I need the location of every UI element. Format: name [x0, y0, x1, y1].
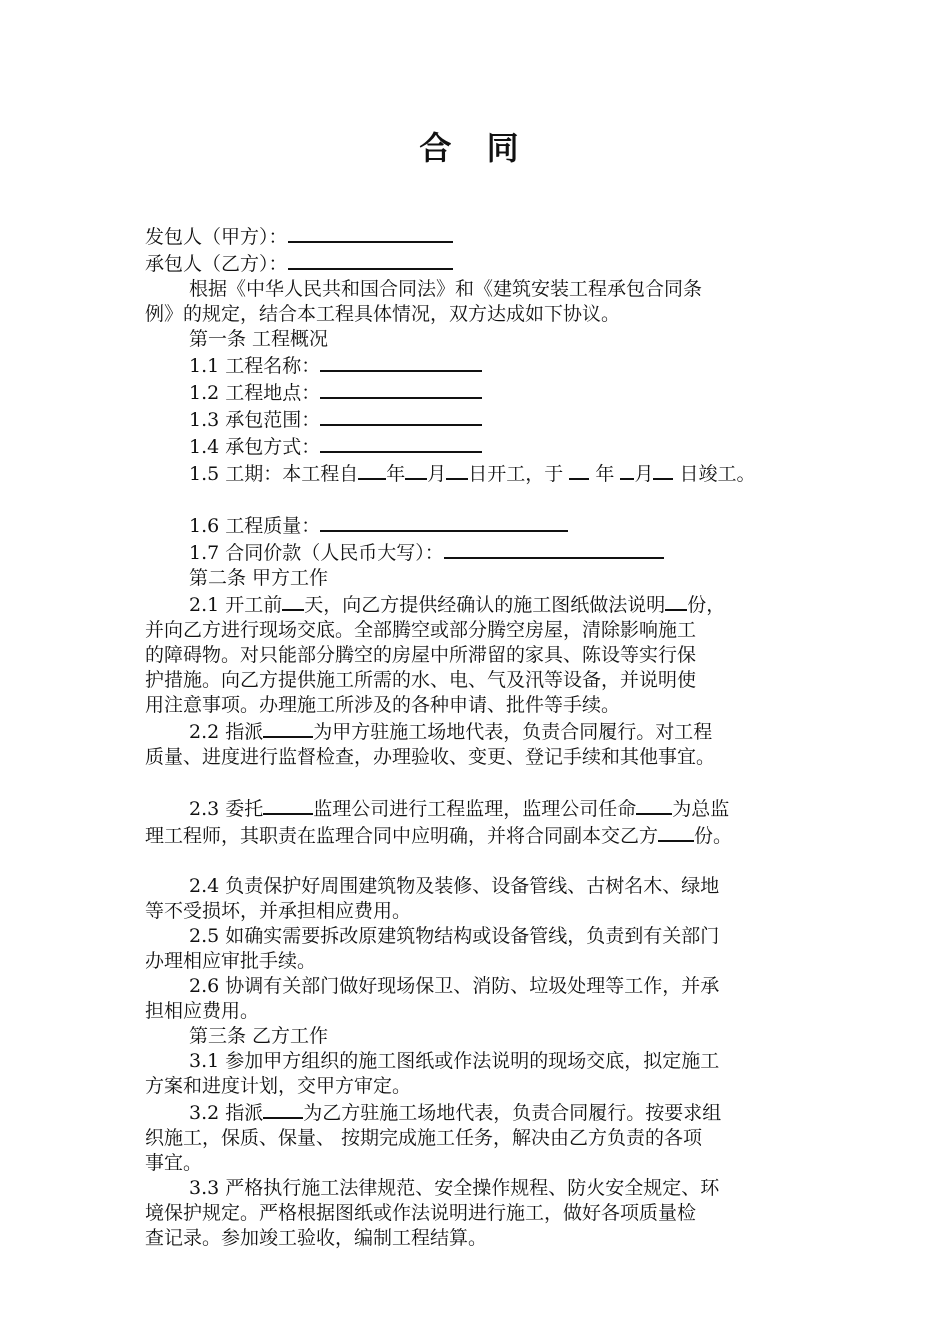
party-a-blank — [288, 223, 453, 243]
item-2-3-text-b: 监理公司进行工程监理，监理公司任命 — [313, 798, 637, 820]
item-2-2-text-b: 为甲方驻施工场地代表，负责合同履行。对工程 — [313, 721, 713, 743]
end-year-blank — [569, 460, 589, 480]
item-2-1-line-3: 的障碍物。对只能部分腾空的房屋中所滞留的家具、陈设等实行保 — [145, 644, 697, 666]
item-2-1-line-5: 用注意事项。办理施工所涉及的各种申请、批件等手续。 — [145, 694, 621, 716]
item-1-3-blank — [320, 406, 482, 426]
item-1-5-text-e: 年 — [589, 463, 621, 485]
item-1-6-label: 1.6 工程质量： — [189, 515, 321, 537]
contract-copies-blank — [658, 822, 694, 842]
item-1-5-text-a: 1.5 工期：本工程自 — [189, 463, 359, 485]
item-2-3-text-d: 理工程师，其职责在监理合同中应明确，并将合同副本交乙方 — [145, 825, 659, 847]
item-1-5-text-g: 日竣工。 — [673, 463, 756, 485]
item-2-5-line-1: 2.5 如确实需要拆改原建筑物结构或设备管线，负责到有关部门 — [189, 925, 720, 947]
item-2-1-line-1 — [145, 591, 825, 618]
item-2-3-text-c: 为总监 — [672, 798, 730, 820]
party-a-line — [145, 223, 825, 250]
start-year-blank — [358, 460, 386, 480]
start-day-blank — [446, 460, 468, 480]
spacer — [145, 849, 825, 874]
item-1-7 — [145, 539, 825, 566]
item-2-1-line-4: 护措施。向乙方提供施工所需的水、电、气及汛等设备，并说明使 — [145, 669, 697, 691]
party-b-rep-blank — [263, 1099, 303, 1119]
item-3-3-line-2: 境保护规定。严格根据图纸或作法说明进行施工，做好各项质量检 — [145, 1202, 697, 1224]
item-2-1-text-b: 天，向乙方提供经确认的施工图纸做法说明 — [304, 594, 666, 616]
item-3-2-text-a: 3.2 指派 — [189, 1102, 264, 1124]
item-1-7-label: 1.7 合同价款（人民币大写）： — [189, 542, 444, 564]
item-2-4-line-2: 等不受损坏，并承担相应费用。 — [145, 900, 412, 922]
article-3-heading: 第三条 乙方工作 — [189, 1025, 329, 1047]
item-1-6-blank — [320, 512, 568, 532]
item-3-3-line-1: 3.3 严格执行施工法律规范、安全操作规程、防火安全规定、环 — [189, 1177, 720, 1199]
item-1-5-text-f: 月 — [634, 463, 654, 485]
item-1-2-label: 1.2 工程地点： — [189, 382, 321, 404]
end-day-blank — [653, 460, 673, 480]
item-1-3 — [145, 406, 825, 433]
article-1-heading: 第一条 工程概况 — [189, 328, 329, 350]
item-2-6-line-2: 担相应费用。 — [145, 1000, 260, 1022]
item-1-5-text-c: 月 — [427, 463, 447, 485]
item-3-3-line-3: 查记录。参加竣工验收，编制工程结算。 — [145, 1227, 488, 1249]
item-1-2-blank — [320, 379, 482, 399]
item-3-2-line-3: 事宜。 — [145, 1152, 203, 1174]
days-blank — [282, 591, 304, 611]
item-3-2-line-2: 织施工，保质、保量、 按期完成施工任务，解决由乙方负责的各项 — [145, 1127, 703, 1149]
intro-line-1: 根据《中华人民共和国合同法》和《建筑安装工程承包合同条 — [189, 278, 703, 300]
copies-blank — [665, 591, 687, 611]
item-3-1-line-1: 3.1 参加甲方组织的施工图纸或作法说明的现场交底，拟定施工 — [189, 1050, 720, 1072]
party-b-label: 承包人（乙方）： — [145, 253, 288, 275]
item-1-3-label: 1.3 承包范围： — [189, 409, 321, 431]
party-b-blank — [288, 250, 453, 270]
item-2-1-text-c: 份， — [687, 594, 726, 616]
item-2-2-line-1 — [145, 718, 825, 745]
start-month-blank — [405, 460, 427, 480]
document-title: 合 同 — [419, 129, 531, 167]
item-2-4-line-1: 2.4 负责保护好周围建筑物及装修、设备管线、古树名木、绿地 — [189, 875, 720, 897]
item-3-2-text-b: 为乙方驻施工场地代表，负责合同履行。按要求组 — [303, 1102, 722, 1124]
item-2-3-line-2 — [145, 822, 825, 849]
item-1-5-text-b: 年 — [386, 463, 406, 485]
item-3-1-line-2: 方案和进度计划，交甲方审定。 — [145, 1075, 412, 1097]
spacer — [145, 487, 825, 512]
item-2-3-line-1 — [145, 795, 825, 822]
spacer — [145, 770, 825, 795]
supervisor-company-blank — [263, 795, 313, 815]
article-2-heading: 第二条 甲方工作 — [189, 567, 329, 589]
item-3-2-line-1 — [145, 1099, 825, 1126]
item-1-2 — [145, 379, 825, 406]
party-b-line — [145, 250, 825, 277]
item-1-1-label: 1.1 工程名称： — [189, 355, 321, 377]
item-1-4-label: 1.4 承包方式： — [189, 436, 321, 458]
item-1-5 — [145, 460, 825, 487]
item-2-1-line-2: 并向乙方进行现场交底。全部腾空或部分腾空房屋，清除影响施工 — [145, 619, 697, 641]
item-2-6-line-1: 2.6 协调有关部门做好现场保卫、消防、垃圾处理等工作，并承 — [189, 975, 720, 997]
contract-body — [145, 223, 825, 1251]
item-2-5-line-2: 办理相应审批手续。 — [145, 950, 317, 972]
item-1-7-blank — [444, 539, 664, 559]
item-1-1 — [145, 352, 825, 379]
item-2-3-text-a: 2.3 委托 — [189, 798, 264, 820]
item-2-3-text-e: 份。 — [694, 825, 733, 847]
end-month-blank — [620, 460, 634, 480]
intro-line-2: 例》的规定，结合本工程具体情况，双方达成如下协议。 — [145, 303, 621, 325]
item-1-4-blank — [320, 433, 482, 453]
item-1-1-blank — [320, 352, 482, 372]
item-2-1-text-a: 2.1 开工前 — [189, 594, 283, 616]
item-2-2-text-a: 2.2 指派 — [189, 721, 264, 743]
chief-supervisor-blank — [636, 795, 672, 815]
party-a-label: 发包人（甲方）： — [145, 226, 288, 248]
item-2-2-line-2: 质量、进度进行监督检查，办理验收、变更、登记手续和其他事宜。 — [145, 746, 716, 768]
item-1-4 — [145, 433, 825, 460]
item-1-6 — [145, 512, 825, 539]
party-a-rep-blank — [263, 718, 313, 738]
item-1-5-text-d: 日开工，于 — [468, 463, 570, 485]
